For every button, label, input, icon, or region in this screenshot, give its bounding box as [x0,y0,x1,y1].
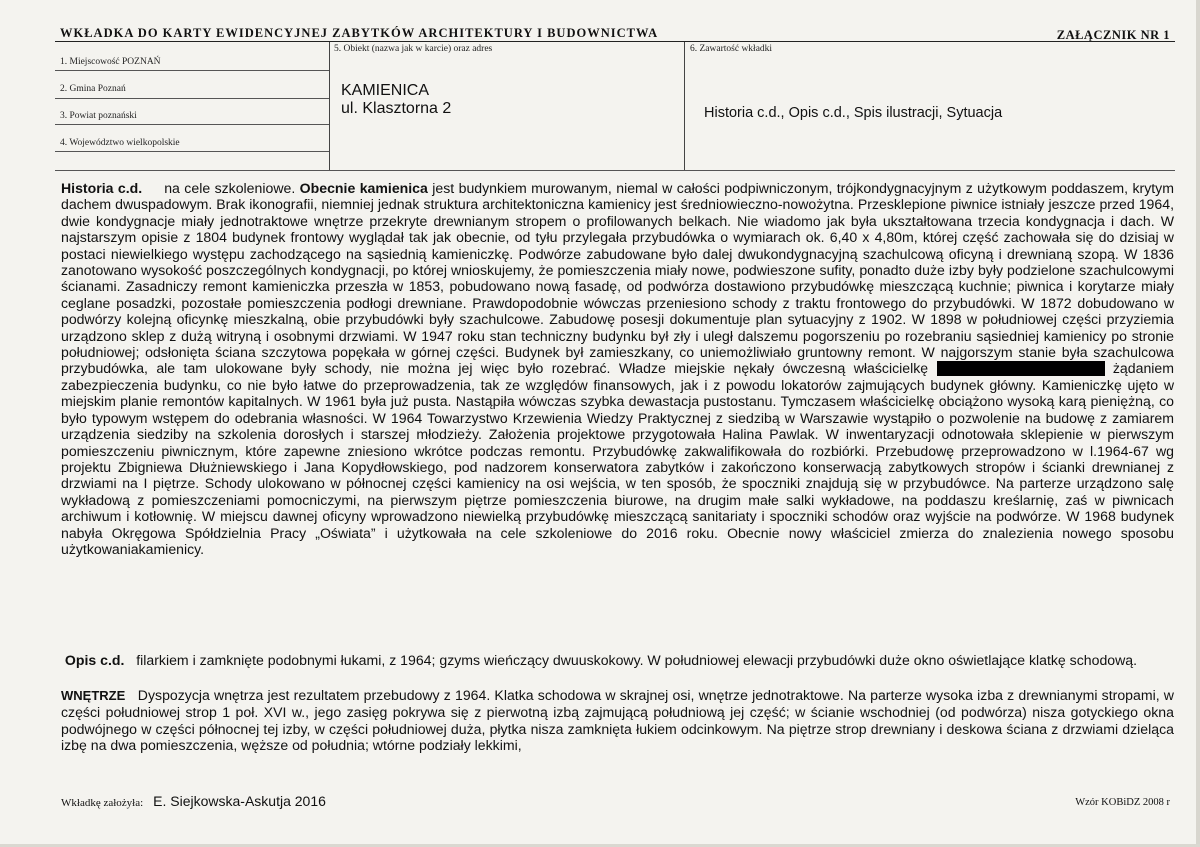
field-county: 3. Powiat poznański [60,111,137,121]
form-row-line-1 [55,70,329,71]
template-version: Wzór KOBiDZ 2008 r [1075,797,1170,808]
document-title: WKŁADKA DO KARTY EWIDENCYJNEJ ZABYTKÓW ARCHITEKTURY I BUDOWNICTWA [60,26,659,40]
description-section [61,652,1174,668]
form-row-line-2 [55,98,329,99]
header-rule [55,41,1175,42]
interior-section [61,687,1174,754]
object-name: KAMIENICA [341,82,430,99]
field-commune: 2. Gmina Poznań [60,84,126,94]
author-line [61,793,326,809]
history-text-1: na cele szkoleniowe. [164,180,300,196]
field-contents-label: 6. Zawartość wkładki [690,44,773,54]
history-bold-text: Obecnie kamienica [299,180,428,196]
field-voivodeship: 4. Województwo wielkopolskie [60,138,180,148]
history-section [61,180,1174,557]
redaction-bar [937,361,1105,376]
form-divider-1 [329,42,330,170]
history-heading: Historia c.d. [61,180,143,196]
field-locality: 1. Miejscowość POZNAŃ [60,57,161,67]
history-text-3: żądaniem zabezpieczenia budynku, co nie było łatwe do przeprowadzenia, tak ze względów finansowych, jak i z powodu lokatorów zajmujących budynek główny. Kamieniczkę ujęto w miejskim planie remontów kapitalnych. W 1961 była już pusta. Nastąpiła wówczas szybka dewastacja pustostanu. Tymczasem właścicielkę obciążono wysoką karą pieniężną, co było typowym wstępem do odebrania własności. W 1964 Towarzystwo Krzewienia Wiedzy Praktycznej z siedzibą w Warszawie wystąpiło o pozwolenie na budowę z zamiarem urządzenia siedziby na szkolenia dorosłych i starszej młodzieży. Założenia projektowe przygotowała Halina Pawlak. W inwentaryzacji odnotowała sklepienie w pierwszym pomieszczeniu piwnicznym, które zapewne zniesiono wkrótce podczas remontu. Przybudówkę zakwalifikowała do rozbiórki. Przebudowę przeprowadzono w l.1964-67 wg projektu Zbigniewa Dłużniewskiego i Jana Kopydłowskiego, pod nadzorem konserwatora zabytków i zakończono konserwacją zabytkowych stropów i ścianki drewnianej z drzwiami na I piętrze. Schody ulokowano w północnej części kamienicy na osi wejścia, w ten sposób, że spoczniki znajdują się w przybudówce. Na parterze urządzono salę wykładową z pomieszczeniami pomocniczymi, na pierwszym piętrze pomieszczenia biurowe, na drugim małe salki wykładowe, na poddaszu kreślarnię, zaś w piwnicach archiwum i kotłownię. W miejscu dawnej oficyny wprowadzono niewielką przybudówkę mieszczącą sanitariaty i spoczniki schodów oraz wyjście na podwórze. W 1968 budynek nabyła Okręgowa Spółdzielnia Pracy „Oświata” i użytkowała na cele szkoleniowe do 2016 roku. Obecnie nowy właściciel zmierza do znalezienia nowego sposobu użytkowaniakamienicy. [61,360,1174,557]
interior-text: Dyspozycja wnętrza jest rezultatem przebudowy z 1964. Klatka schodowa w skrajnej osi, wnętrze jednotraktowe. Na parterze wysoka izba z drewnianymi stropami, w części południowej strop 1 poł. XVI w., jego zasięg pokrywa się z pierwotną izbą zajmującą południową jej część; w ścianie wschodniej (od podwórza) nisza gotyckiego okna podwójnego w części północnej tej izby, w części południowej duża, płytka nisza zamknięta łukiem odcinkowym. Na piętrze strop drewniany i deskowa ściana z drzwiami dzieląca izbę na dwa pomieszczenia, węższe od południa; wtórne podziały lekkimi, [61,687,1174,754]
object-address: ul. Klasztorna 2 [341,100,452,117]
description-heading: Opis c.d. [64,652,125,668]
form-divider-2 [684,42,685,170]
contents-value: Historia c.d., Opis c.d., Spis ilustracji, Sytuacja [704,105,1003,121]
annex-number: ZAŁĄCZNIK NR 1 [1056,28,1170,42]
author-name: E. Siejkowska-Askutja 2016 [153,793,326,809]
field-object-label: 5. Obiekt (nazwa jak w karcie) oraz adres [334,44,493,54]
interior-heading: WNĘTRZE [61,688,126,703]
form-row-line-3 [55,124,329,125]
form-bottom-line [55,170,1175,171]
history-text-2: jest budynkiem murowanym, niemal w całości podpiwniczonym, trójkondygnacyjnym z użytkowym poddaszem, krytym dachem dwuspadowym. Brak ikonografii, niemniej jednak struktura architektoniczna kamienicy jest średniowieczno-nowożytna. Przesklepione piwnice istniały jeszcze przed 1964, dwie kondygnacje miały jednotraktowe wnętrze przekryte drewnianym stropem o profilowanych belkach. Nie wiadomo jak była ukształtowana trzecia kondygnacja i dach. W najstarszym opisie z 1804 budynek frontowy wyglądał tak jak obecnie, od tyłu przylegała przybudówka o wymiarach ok. 6,40 x 4,80m, której część zachowała się do dzisiaj w postaci niewielkiego występu zachodzącego na sąsiednią kamieniczkę. Podwórze zabudowane było dalej dwukondygnacyjną szachulcową oficyną i drewnianą szopą. W 1836 zanotowano wysokość poszczególnych kondygnacji, po której wnioskujemy, że pomieszczenia miały nowe, podwieszone sufity, ponadto duże izby były podzielone szachulcowymi ścianami. Zasadniczy remont kamieniczka przeszła w 1853, pobudowano nową fasadę, od podwórza dostawiono przybudówkę mieszczącą kuchnie; piwnica i korytarze miały ceglane posadzki, pozostałe pomieszczenia podłogi drewniane. Prawdopodobnie wówczas przeniesiono schody z traktu frontowego do przybudówki. W 1872 dobudowano w podwórzy kolejną oficynkę mieszkalną, obie przybudówki były szachulcowe. Zabudowę posesji dokumentuje plan sytuacyjny z 1902. W 1898 w południowej części przyziemia urządzono sklep z dużą witryną i osobnymi drzwiami. W 1947 roku stan techniczny budynku był zły i uległ dalszemu pogorszeniu po rozebraniu sąsiedniej kamienicy po stronie południowej; odsłonięta ściana szczytowa popękała w górnej części. Budynek był zamieszkany, co uniemożliwiało gruntowny remont. W najgorszym stanie była szachulcowa przybudówka, ale tam ulokowane były schody, nie można jej więc było rozebrać. Władze miejskie nękały ówczesną właścicielkę [61,180,1174,377]
description-text: filarkiem i zamknięte podobnymi łukami, z 1964; gzyms wieńczący dwuuskokowy. W południowej elewacji przybudówki duże okno oświetlające klatkę schodową. [136,652,1138,668]
form-row-line-4 [55,151,329,152]
scan-edge-right [1196,0,1200,847]
author-label: Wkładkę założyła: [61,797,144,809]
